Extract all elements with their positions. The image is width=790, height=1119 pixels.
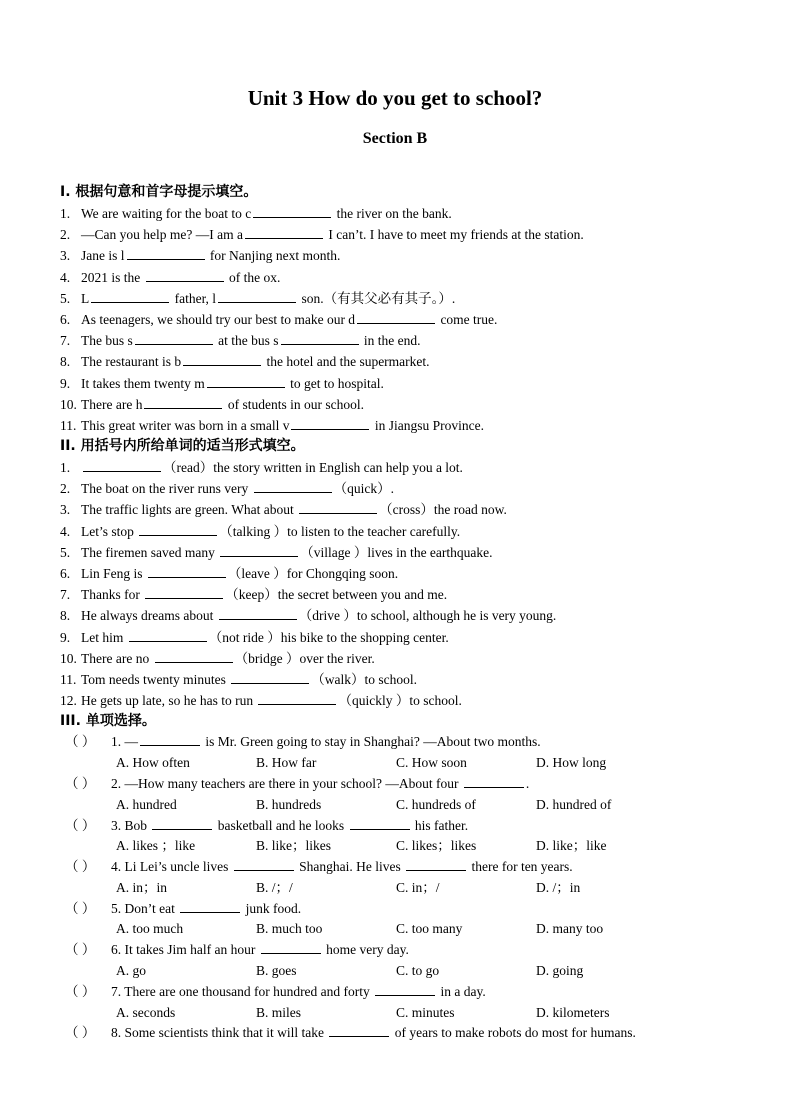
answer-blank[interactable] xyxy=(139,522,217,536)
answer-blank[interactable] xyxy=(245,225,323,239)
section-1-items xyxy=(60,203,760,436)
question-text: Tom needs twenty minutes xyxy=(81,671,230,687)
question-text: home very day. xyxy=(322,942,409,958)
choice-option[interactable]: A. in；in xyxy=(116,879,168,895)
answer-blank[interactable] xyxy=(261,940,321,954)
choice-question xyxy=(60,816,760,837)
question-text: 4. Li Lei’s uncle lives xyxy=(111,859,232,875)
question-line xyxy=(60,584,760,605)
question-text: （read）the story written in English can help you a lot. xyxy=(163,460,463,476)
question-text: It takes them twenty m xyxy=(81,375,205,391)
choice-option[interactable]: D. How long xyxy=(536,755,607,771)
question-text: There are h xyxy=(81,396,143,412)
question-number: 7. xyxy=(60,333,71,349)
answer-blank[interactable] xyxy=(253,204,331,218)
question-text: （walk）to school. xyxy=(311,671,418,687)
choice-question xyxy=(60,774,760,795)
question-line xyxy=(60,203,760,224)
choice-question xyxy=(60,1023,760,1044)
question-number: 9. xyxy=(60,629,71,645)
answer-blank[interactable] xyxy=(180,899,240,913)
choice-option[interactable]: B. goes xyxy=(256,963,297,979)
answer-blank[interactable] xyxy=(145,585,223,599)
section-3-items xyxy=(60,732,760,1044)
question-number: 4. xyxy=(60,523,71,539)
question-line xyxy=(60,669,760,690)
choice-option[interactable]: D. many too xyxy=(536,921,604,937)
question-number: 2. xyxy=(60,227,71,243)
question-line xyxy=(60,309,760,330)
choice-option[interactable]: C. to go xyxy=(396,963,440,979)
question-text: As teenagers, we should try our best to make our d xyxy=(81,311,356,327)
question-text: There are no xyxy=(81,650,153,666)
answer-blank[interactable] xyxy=(155,649,233,663)
question-line xyxy=(60,394,760,415)
answer-blank[interactable] xyxy=(357,310,435,324)
section-3-heading: III. 单项选择。 xyxy=(60,713,156,730)
choice-option[interactable]: A. hundred xyxy=(116,796,177,812)
question-number: 12. xyxy=(60,693,77,709)
question-text: of students in our school. xyxy=(224,396,364,412)
choice-option[interactable]: A. likes ；like xyxy=(116,838,196,854)
choice-question xyxy=(60,899,760,920)
answer-blank[interactable] xyxy=(329,1023,389,1037)
answer-blank[interactable] xyxy=(375,982,435,996)
question-number: 5. xyxy=(60,544,71,560)
choice-question xyxy=(60,732,760,753)
question-text: of the ox. xyxy=(225,269,281,285)
question-text: （cross）the road now. xyxy=(379,502,507,518)
answer-blank[interactable] xyxy=(281,331,359,345)
question-number: 3. xyxy=(60,502,71,518)
choice-option[interactable]: B. hundreds xyxy=(256,796,322,812)
choice-option[interactable]: A. go xyxy=(116,963,146,979)
question-text: （keep）the secret between you and me. xyxy=(225,587,448,603)
question-line xyxy=(60,330,760,351)
question-text: （leave ）for Chongqing soon. xyxy=(227,566,399,581)
question-number: 11. xyxy=(60,417,77,433)
question-number: 8. xyxy=(60,608,71,624)
choice-question xyxy=(60,857,760,878)
question-text: This great writer was born in a small v xyxy=(81,417,290,433)
choice-option[interactable]: D. like；like xyxy=(536,838,607,854)
question-number: 3. xyxy=(60,248,71,264)
choice-option[interactable]: B. miles xyxy=(256,1004,302,1020)
answer-blank[interactable] xyxy=(144,395,222,409)
question-text: Jane is l xyxy=(81,248,125,264)
choice-option[interactable]: D. /；in xyxy=(536,879,581,895)
question-text: （quickly ）to school. xyxy=(338,693,462,709)
question-number: 9. xyxy=(60,375,71,391)
question-text: in Jiangsu Province. xyxy=(371,417,484,433)
question-text: L xyxy=(81,290,90,306)
choice-question xyxy=(60,982,760,1003)
question-line xyxy=(60,563,760,584)
answer-blank[interactable] xyxy=(91,289,169,303)
choice-option[interactable]: C. in；/ xyxy=(396,879,440,895)
question-number: 2. xyxy=(60,481,71,497)
answer-blank[interactable] xyxy=(291,416,369,430)
answer-blank[interactable] xyxy=(299,500,377,514)
question-text: Lin Feng is xyxy=(81,566,146,581)
question-number: 10. xyxy=(60,396,77,412)
choice-option[interactable]: B. like；likes xyxy=(256,838,331,854)
question-text: to get to hospital. xyxy=(286,375,384,391)
question-line xyxy=(60,224,760,245)
question-text: The restaurant is b xyxy=(81,354,182,370)
question-text: the hotel and the supermarket. xyxy=(263,354,430,370)
question-text: Thanks for xyxy=(81,587,144,603)
question-text: in the end. xyxy=(360,333,421,349)
question-text: junk food. xyxy=(242,900,302,916)
question-text: son.（有其父必有其子。）. xyxy=(298,290,456,306)
question-number: 6. xyxy=(60,311,71,327)
answer-blank[interactable] xyxy=(258,691,336,705)
choice-options xyxy=(60,753,760,774)
answer-blank[interactable] xyxy=(152,816,212,830)
question-text: Let him xyxy=(81,629,127,645)
question-text: The bus s xyxy=(81,333,133,349)
answer-blank[interactable] xyxy=(183,352,261,366)
choice-options xyxy=(60,919,760,940)
choice-option[interactable]: A. How often xyxy=(116,755,190,771)
answer-blank[interactable] xyxy=(464,774,524,788)
question-text: . xyxy=(525,775,530,791)
choice-option[interactable]: D. hundred of xyxy=(536,796,612,812)
page-subtitle: Section B xyxy=(362,130,428,147)
answer-bracket[interactable]: （ ） xyxy=(65,775,96,791)
choice-option[interactable]: C. hundreds of xyxy=(396,796,476,812)
answer-blank[interactable] xyxy=(135,331,213,345)
answer-blank[interactable] xyxy=(254,479,332,493)
question-text: the river on the bank. xyxy=(333,206,452,221)
question-text: Let’s stop xyxy=(81,523,138,539)
choice-option[interactable]: B. How far xyxy=(256,755,317,771)
choice-options xyxy=(60,961,760,982)
section-2-heading: II. 用括号内所给单词的适当形式填空。 xyxy=(60,438,305,455)
answer-blank[interactable] xyxy=(207,374,285,388)
answer-blank[interactable] xyxy=(140,732,200,746)
answer-blank[interactable] xyxy=(127,246,205,260)
question-text: of years to make robots do most for humans. xyxy=(391,1025,636,1041)
worksheet-content xyxy=(60,182,760,1044)
answer-blank[interactable] xyxy=(231,670,309,684)
answer-blank[interactable] xyxy=(350,816,410,830)
question-text: father, l xyxy=(171,290,217,306)
question-text: He always dreams about xyxy=(81,608,217,624)
question-line xyxy=(60,373,760,394)
question-line xyxy=(60,627,760,648)
question-text: （talking ）to listen to the teacher carefully. xyxy=(219,523,461,539)
choice-option[interactable]: B. much too xyxy=(256,921,323,937)
choice-options xyxy=(60,878,760,899)
question-line xyxy=(60,457,760,478)
answer-blank[interactable] xyxy=(406,857,466,871)
question-text: there for ten years. xyxy=(468,859,573,875)
question-text: 3. Bob xyxy=(111,817,151,833)
answer-bracket[interactable]: （ ） xyxy=(65,734,96,750)
choice-option[interactable]: C. How soon xyxy=(396,755,467,771)
choice-option[interactable]: C. too many xyxy=(396,921,463,937)
question-text: （quick）. xyxy=(333,481,394,497)
choice-options xyxy=(60,836,760,857)
question-number: 6. xyxy=(60,566,71,581)
question-text: I can’t. I have to meet my friends at the station. xyxy=(324,227,584,243)
question-number: 4. xyxy=(60,269,71,285)
choice-option[interactable]: A. seconds xyxy=(116,1004,176,1020)
question-number: 7. xyxy=(60,587,71,603)
choice-option[interactable]: A. too much xyxy=(116,921,184,937)
question-text: He gets up late, so he has to run xyxy=(81,693,257,709)
question-text: 7. There are one thousand for hundred and forty xyxy=(111,983,374,999)
question-text: for Nanjing next month. xyxy=(206,248,341,264)
question-text: come true. xyxy=(437,311,498,327)
question-line xyxy=(60,351,760,372)
answer-blank[interactable] xyxy=(83,458,161,472)
choice-option[interactable]: D. kilometers xyxy=(536,1004,610,1020)
choice-question xyxy=(60,940,760,961)
question-line xyxy=(60,648,760,669)
question-line xyxy=(60,478,760,499)
question-text: （bridge ）over the river. xyxy=(234,650,375,666)
answer-blank[interactable] xyxy=(234,857,294,871)
question-text: （not ride ）his bike to the shopping center. xyxy=(208,629,449,645)
section-1-heading: I. 根据句意和首字母提示填空。 xyxy=(60,184,258,200)
question-text: We are waiting for the boat to c xyxy=(81,206,252,221)
choice-option[interactable]: B. /；/ xyxy=(256,879,293,895)
answer-blank[interactable] xyxy=(219,606,297,620)
question-line xyxy=(60,288,760,309)
question-text: 2021 is the xyxy=(81,269,144,285)
choice-options xyxy=(60,1003,760,1024)
question-text: 5. Don’t eat xyxy=(111,900,179,916)
section-2-items xyxy=(60,457,760,711)
question-number: 10. xyxy=(60,650,77,666)
question-line xyxy=(60,521,760,542)
choice-options xyxy=(60,795,760,816)
question-text: at the bus s xyxy=(214,333,279,349)
answer-bracket[interactable]: （ ） xyxy=(65,1025,96,1041)
question-text: —Can you help me? —I am a xyxy=(81,227,243,243)
page-title: Unit 3 How do you get to school? xyxy=(247,86,543,110)
answer-blank[interactable] xyxy=(220,543,298,557)
question-text: in a day. xyxy=(437,983,486,999)
question-text: 8. Some scientists think that it will take xyxy=(111,1025,328,1041)
question-number: 11. xyxy=(60,671,77,687)
choice-option[interactable]: C. likes；likes xyxy=(396,838,477,854)
answer-blank[interactable] xyxy=(218,289,296,303)
question-text: The traffic lights are green. What about xyxy=(81,502,298,518)
question-line xyxy=(60,267,760,288)
answer-bracket[interactable]: （ ） xyxy=(65,983,96,999)
question-line xyxy=(60,605,760,626)
question-text: his father. xyxy=(411,817,469,833)
question-number: 8. xyxy=(60,354,71,370)
question-text: （village ）lives in the earthquake. xyxy=(300,544,493,560)
question-number: 5. xyxy=(60,290,71,306)
question-text: The boat on the river runs very xyxy=(81,481,252,497)
answer-bracket[interactable]: （ ） xyxy=(65,900,96,916)
question-text: 2. —How many teachers are there in your school? —About four xyxy=(111,775,462,791)
answer-bracket[interactable]: （ ） xyxy=(65,817,96,833)
question-text: （drive ）to school, although he is very young. xyxy=(298,608,557,624)
question-text: 1. — xyxy=(111,734,138,750)
question-line xyxy=(60,245,760,266)
question-text: basketball and he looks xyxy=(214,817,348,833)
question-line xyxy=(60,415,760,436)
answer-blank[interactable] xyxy=(146,268,224,282)
question-line xyxy=(60,499,760,520)
answer-bracket[interactable]: （ ） xyxy=(65,859,96,875)
question-line xyxy=(60,542,760,563)
choice-option[interactable]: D. going xyxy=(536,963,584,979)
question-text: Shanghai. He lives xyxy=(295,859,405,875)
question-text: 6. It takes Jim half an hour xyxy=(111,942,259,958)
question-number: 1. xyxy=(60,206,71,221)
question-text: The firemen saved many xyxy=(81,544,219,560)
answer-bracket[interactable]: （ ） xyxy=(65,942,96,958)
question-line xyxy=(60,690,760,711)
choice-option[interactable]: C. minutes xyxy=(396,1004,455,1020)
answer-blank[interactable] xyxy=(148,564,226,578)
question-number: 1. xyxy=(60,460,71,476)
answer-blank[interactable] xyxy=(129,628,207,642)
question-text: is Mr. Green going to stay in Shanghai? —About two months. xyxy=(202,734,541,750)
